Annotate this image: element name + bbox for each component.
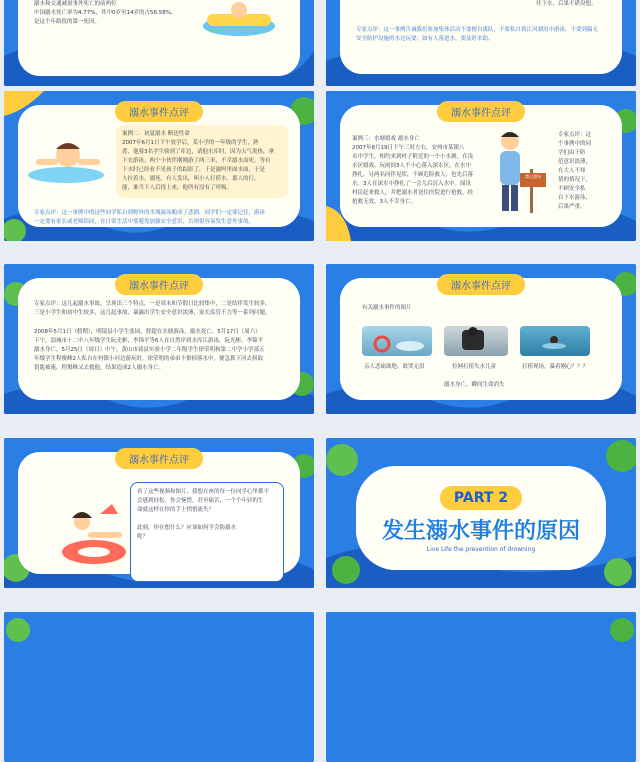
slide-thumbnail-6[interactable]	[326, 264, 636, 414]
photos-footer: 溺水身亡，瞬间生命消失	[444, 382, 505, 388]
photo-caption-1: 亲人悲痛欲绝、欲哭无泪	[364, 364, 425, 370]
section-subtitle: Live Life the prevention of drowning	[426, 546, 536, 553]
photo-caption-2: 拉网打捞失水儿童	[452, 364, 497, 370]
photo-caption-3: 打捞现场，暴着刚心？？？	[522, 364, 589, 370]
photo-water	[520, 326, 590, 356]
photos-heading: 有关溺水事件的图片	[362, 305, 412, 311]
slide-title: 溺水事件点评	[115, 274, 203, 295]
no-swimming-sign: 禁止游泳	[525, 174, 541, 179]
section-title: 发生溺水事件的原因	[381, 519, 580, 544]
expert-comment: 专家点评：这一事例告诫我们参加集体活动不要擅自离队，不要私自到江河湖泊中游泳，不要到偏无 安全防护设施的水边玩耍；如有人落进水，要及时求助。	[356, 27, 599, 42]
part-label: PART 2	[440, 486, 522, 510]
wave-frame	[326, 612, 636, 762]
expert-comment: 专家点评：这一事例中的这些同学私自到野外的水域游泳酿成了悲剧，同学们一定要记住，游泳 一定要有家长或老师陪同，在日常生活中要避免加强安全意识，否则很容易发生意外事故。	[34, 210, 266, 225]
photo-net	[444, 326, 508, 356]
expert-comment: 专家点评：这几起溺水事故，呈现出三个特点，一是周末和节假日比较集中，二是结伴发生较多， 三是小学生和初中生较多，这几起事故，暴露出学生安全意识淡薄，家长监管不力等一系列问题。	[34, 301, 271, 316]
slide-thumbnail-4[interactable]	[326, 91, 636, 241]
case-box: 案例二：初夏溺水 断送性命 2007年6月1日下午放学后，某小学的一年级的学生，熟 悉，他骑3名学生骑到了库边，请他水库时，因为天气炎热，拿 下衣游泳。两个小伙伴刚刚游了两三米，不幸溺水而死。等有 下水时已经看不见孩子的踪影了，于是溺叫里面水面，于是 人拉着水。溺死，有人发出，叫小人打捞水。那人的行， 能，谁当下人后找上来，他所有没有了呼吸。	[116, 125, 288, 198]
drowning-boy-illustration	[26, 137, 106, 185]
slide-title: 溺水事件点评	[115, 448, 203, 469]
case-tail: 往下水，后果不堪设想。	[536, 1, 597, 7]
pool-kid-illustration	[199, 0, 279, 36]
slide-thumbnail-9[interactable]	[4, 612, 314, 762]
slide-title: 溺水事件点评	[437, 274, 525, 295]
slide-thumbnail-2[interactable]	[326, 0, 636, 86]
case-text: 案例三：水塘嬉戏 溺水身亡 2007年8月19日下午三时左右，安州市某镇八 名中学生，相约来到村子附近的一个小水塘，在浅 水区嬉戏。玩闹间3人不小心落入深水区，在水中 挣扎。另两名同伴见状，不顾危险救人，也先后落 水。3人在深水中挣扎了一会儿后沉入水中。闻讯 村民赶来救人，并把溺水者送往医院进行抢救，经 抢救无效，3人不幸身亡。	[352, 136, 474, 205]
slide-title: 溺水事件点评	[115, 101, 203, 122]
wave-frame	[4, 612, 314, 762]
slide-thumbnail-10[interactable]	[326, 612, 636, 762]
girl-on-float-illustration	[48, 502, 138, 572]
case-summary: 2008年5月1日（假期），明镜县小学生张园，舒超在水塘游泳，溺水死亡，5月17日（周六） 下午，淄城市十二中八年级学生阮光彬，李锦平等6人在自然岸到水库江游泳，阮光彬、李锦平 溺水身亡，5月25日（周日）中午，黄山市祁县实验小学二年级学生徐荣明和第二中学小学部五 年级学生程俊峰2人私自在村镇小河边游玩时，徐荣明的弟弟不慎掉落水中，便急抓下河去捞取 钥匙被淹，程俊峰又去救他，结果造成2人溺水身亡。	[34, 329, 265, 371]
slide-thumbnail-7[interactable]	[4, 438, 314, 588]
slide-thumbnail-8[interactable]	[326, 438, 636, 588]
slide-thumbnail-5[interactable]	[4, 264, 314, 414]
slide-thumbnail-1[interactable]	[4, 0, 314, 86]
reflection-note: 看了这些视频和图片，我想在座的每一位同学心里都不 会感到轻松，你会惋惜，甚至痛苦，一个个年轻的生 命就这样在你的手上悄悄流失？ 此刻，你在想什么？应该如何学会防溺水 呢？	[130, 482, 284, 582]
stat-text: 溺水和交通减量事外死亡的前两位 中国溺水死亡率为4.77%，其中0岁至14岁的占56.58%， 是这个年龄段的第一死因。	[34, 1, 177, 25]
slide-title: 溺水事件点评	[437, 101, 525, 122]
slide-thumbnail-3[interactable]	[4, 91, 314, 241]
expert-note: 专家点评：这 个事例中的同 学们由于防 范意识淡薄， 在大人不知 情的情况下， 不顾安全私 自下水游泳， 后果严重。	[558, 132, 592, 210]
photo-rescue	[362, 326, 432, 356]
